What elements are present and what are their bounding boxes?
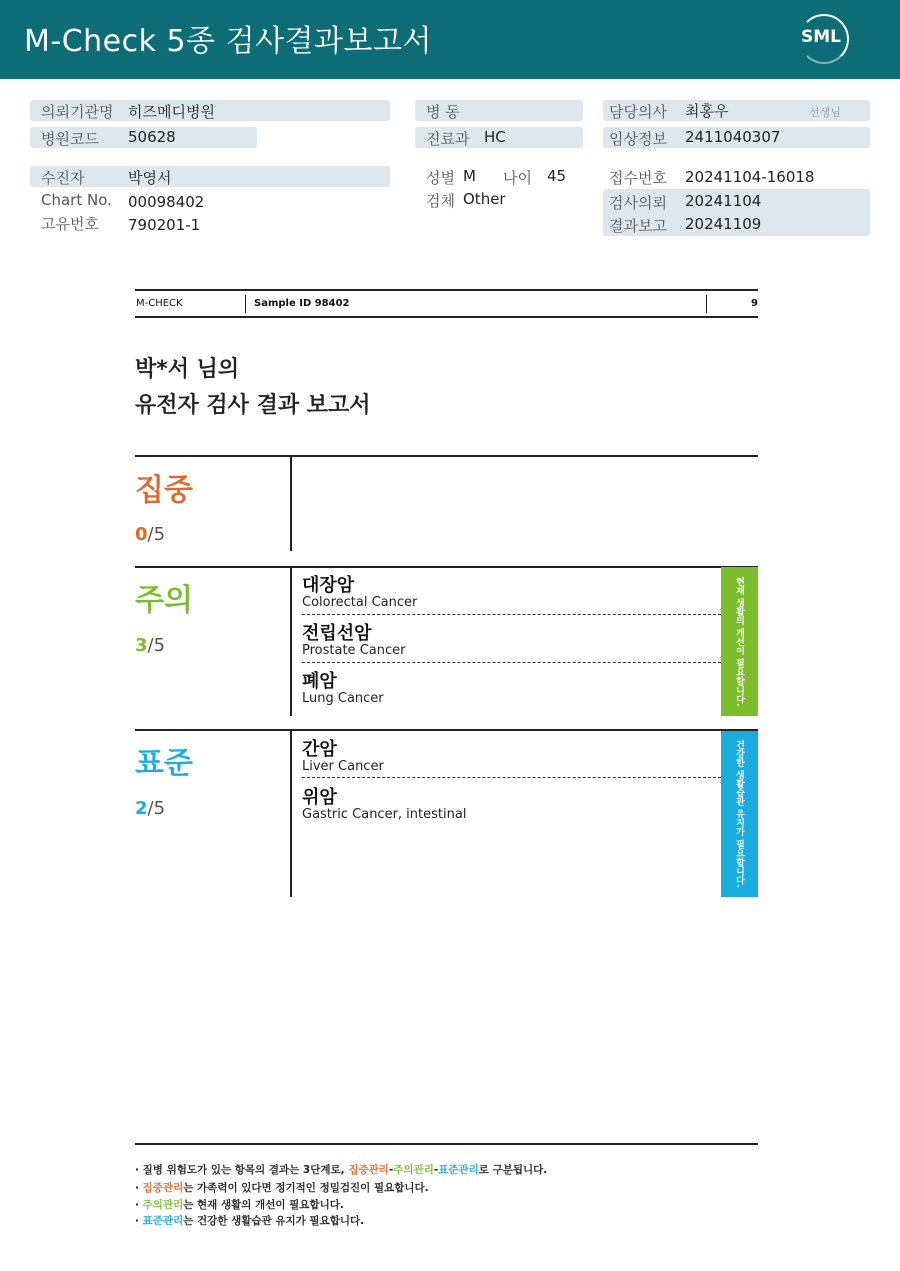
section-title-caution: 주의 xyxy=(135,583,193,618)
section-rule xyxy=(135,729,758,731)
item-korean: 간암 xyxy=(302,739,337,760)
chart-label: Chart No. xyxy=(41,191,112,209)
request-label: 검사의뢰 xyxy=(609,194,667,212)
item-korean: 전립선암 xyxy=(302,623,372,644)
standard-note: 건강한 생활습관 유지가 필요합니다. xyxy=(734,740,744,888)
sex-value: M xyxy=(463,167,476,185)
doctor-suffix: 선생님 xyxy=(809,106,841,119)
patient-value: 박영서 xyxy=(128,169,172,187)
section-count-caution: 3/5 xyxy=(135,635,166,656)
age-value: 45 xyxy=(547,167,567,185)
report-name: 박*서 님의 xyxy=(135,357,240,382)
section-title-standard: 표준 xyxy=(135,746,193,781)
receipt-value: 20241104-16018 xyxy=(685,168,815,186)
item-korean: 대장암 xyxy=(302,575,355,596)
id-value: 790201-1 xyxy=(128,216,201,234)
item-divider xyxy=(302,662,721,663)
item-korean: 위암 xyxy=(302,787,337,808)
section-rule xyxy=(135,566,758,568)
request-value: 20241104 xyxy=(685,192,762,210)
footer-line: · 질병 위험도가 있는 항목의 결과는 3단계로, 집중관리-주의관리-표준관리로 구분됩니다. xyxy=(135,1164,548,1176)
hospital-code-label: 병원코드 xyxy=(41,130,99,148)
section-rule xyxy=(135,455,758,457)
report-top-rule xyxy=(135,289,758,291)
item-english: Prostate Cancer xyxy=(302,643,406,658)
clinical-value: 2411040307 xyxy=(685,128,781,146)
column-rule xyxy=(290,568,292,716)
brand-label: M-CHECK xyxy=(136,298,183,309)
report-value: 20241109 xyxy=(685,215,762,233)
footer-rule xyxy=(135,1143,758,1145)
item-divider xyxy=(302,614,721,615)
report-label: 결과보고 xyxy=(609,217,667,235)
dept-label: 진료과 xyxy=(426,130,470,148)
item-english: Liver Cancer xyxy=(302,759,384,774)
footer-line: · 표준관리는 건강한 생활습관 유지가 필요합니다. xyxy=(135,1215,365,1227)
item-english: Lung Cancer xyxy=(302,691,384,706)
sample-id: Sample ID 98402 xyxy=(254,298,350,309)
dept-value: HC xyxy=(484,128,506,146)
page-number: 9 xyxy=(751,298,758,309)
patient-label: 수진자 xyxy=(41,169,85,187)
header-banner xyxy=(0,0,900,79)
section-count-focus: 0/5 xyxy=(135,524,166,545)
header-divider xyxy=(245,295,246,313)
doctor-label: 담당의사 xyxy=(609,103,667,121)
report-bottom-rule xyxy=(135,316,758,318)
column-rule xyxy=(290,457,292,551)
footer-line: · 주의관리는 현재 생활의 개선이 필요합니다. xyxy=(135,1199,344,1211)
page-title: M-Check 5종 검사결과보고서 xyxy=(24,24,432,59)
id-label: 고유번호 xyxy=(41,215,99,233)
item-english: Colorectal Cancer xyxy=(302,595,418,610)
caution-note-bar xyxy=(721,567,758,716)
standard-note-bar xyxy=(721,731,758,897)
item-divider xyxy=(302,777,721,778)
doctor-value: 최홍우 xyxy=(685,102,729,120)
institution-value: 히즈메디병원 xyxy=(128,103,215,121)
specimen-label: 검체 xyxy=(426,192,455,210)
logo-text: SML xyxy=(801,27,841,47)
receipt-label: 접수번호 xyxy=(609,169,667,187)
institution-label: 의뢰기관명 xyxy=(41,103,114,121)
report-title: 유전자 검사 결과 보고서 xyxy=(135,393,371,418)
column-rule xyxy=(290,731,292,897)
sml-logo xyxy=(796,12,852,64)
section-title-focus: 집중 xyxy=(135,473,193,508)
hospital-code-value: 50628 xyxy=(128,128,176,146)
age-label: 나이 xyxy=(503,169,532,187)
header-divider xyxy=(706,295,707,313)
footer-line: · 집중관리는 가족력이 있다면 정기적인 정밀검진이 필요합니다. xyxy=(135,1182,429,1194)
clinical-label: 임상정보 xyxy=(609,130,667,148)
chart-value: 00098402 xyxy=(128,193,205,211)
ward-label: 병 동 xyxy=(426,103,460,121)
caution-note: 현재 생활의 개선이 필요합니다. xyxy=(734,576,744,707)
section-count-standard: 2/5 xyxy=(135,798,166,819)
item-english: Gastric Cancer, intestinal xyxy=(302,807,467,822)
specimen-value: Other xyxy=(463,190,506,208)
sex-label: 성별 xyxy=(426,169,455,187)
item-korean: 폐암 xyxy=(302,671,337,692)
